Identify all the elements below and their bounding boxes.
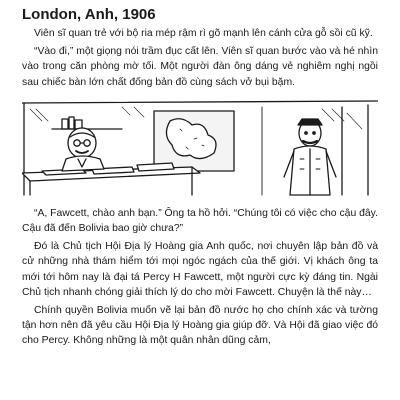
office-illustration [22, 99, 378, 197]
paragraph-4: Đó là Chủ tịch Hội Địa lý Hoàng gia Anh quốc, nơi chuyên lập bản đồ và cử những nhà thám hiểm tới mọi ngóc ngách của thế giới. Vị khách ông ta mới tới hôm nay là đại tá Percy H Fawcett, một người cực kỳ đáng tin. Ngài Chủ tịch nhanh chóng giải thích lý do cho mời Fawcett. Chuyện là thế này… [22, 241, 378, 298]
paragraph-5: Chính quyền Bolivia muốn vẽ lại bản đồ nước họ cho chính xác và tường tận hơn nên đã yêu cầu Hội Địa lý Hoàng gia giúp đỡ. Và Hội đã giao việc đó cho Percy. Không những là một quân nhân dũng cảm, [22, 305, 378, 347]
chapter-heading: London, Anh, 1906 [22, 6, 156, 23]
paragraph-2: “Vào đi,” một giọng nói trầm đục cất lên. Viên sĩ quan bước vào và hé nhìn vào trong căn phòng mờ tối. Một người đàn ông dáng vẻ nghiêm nghị ngồi sau chiếc bàn lớn chất đống bản đồ cùng sách vở bụi bặm. [22, 46, 378, 88]
paragraph-1: Viên sĩ quan trẻ với bộ ria mép rậm rì gõ mạnh lên cánh cửa gỗ sồi cũ kỹ. [34, 28, 373, 39]
paragraph-3: “A, Fawcett, chào anh bạn.” Ông ta hồ hởi. “Chúng tôi có việc cho cậu đây. Cậu đã đến Bolivia bao giờ chưa?” [22, 207, 378, 235]
